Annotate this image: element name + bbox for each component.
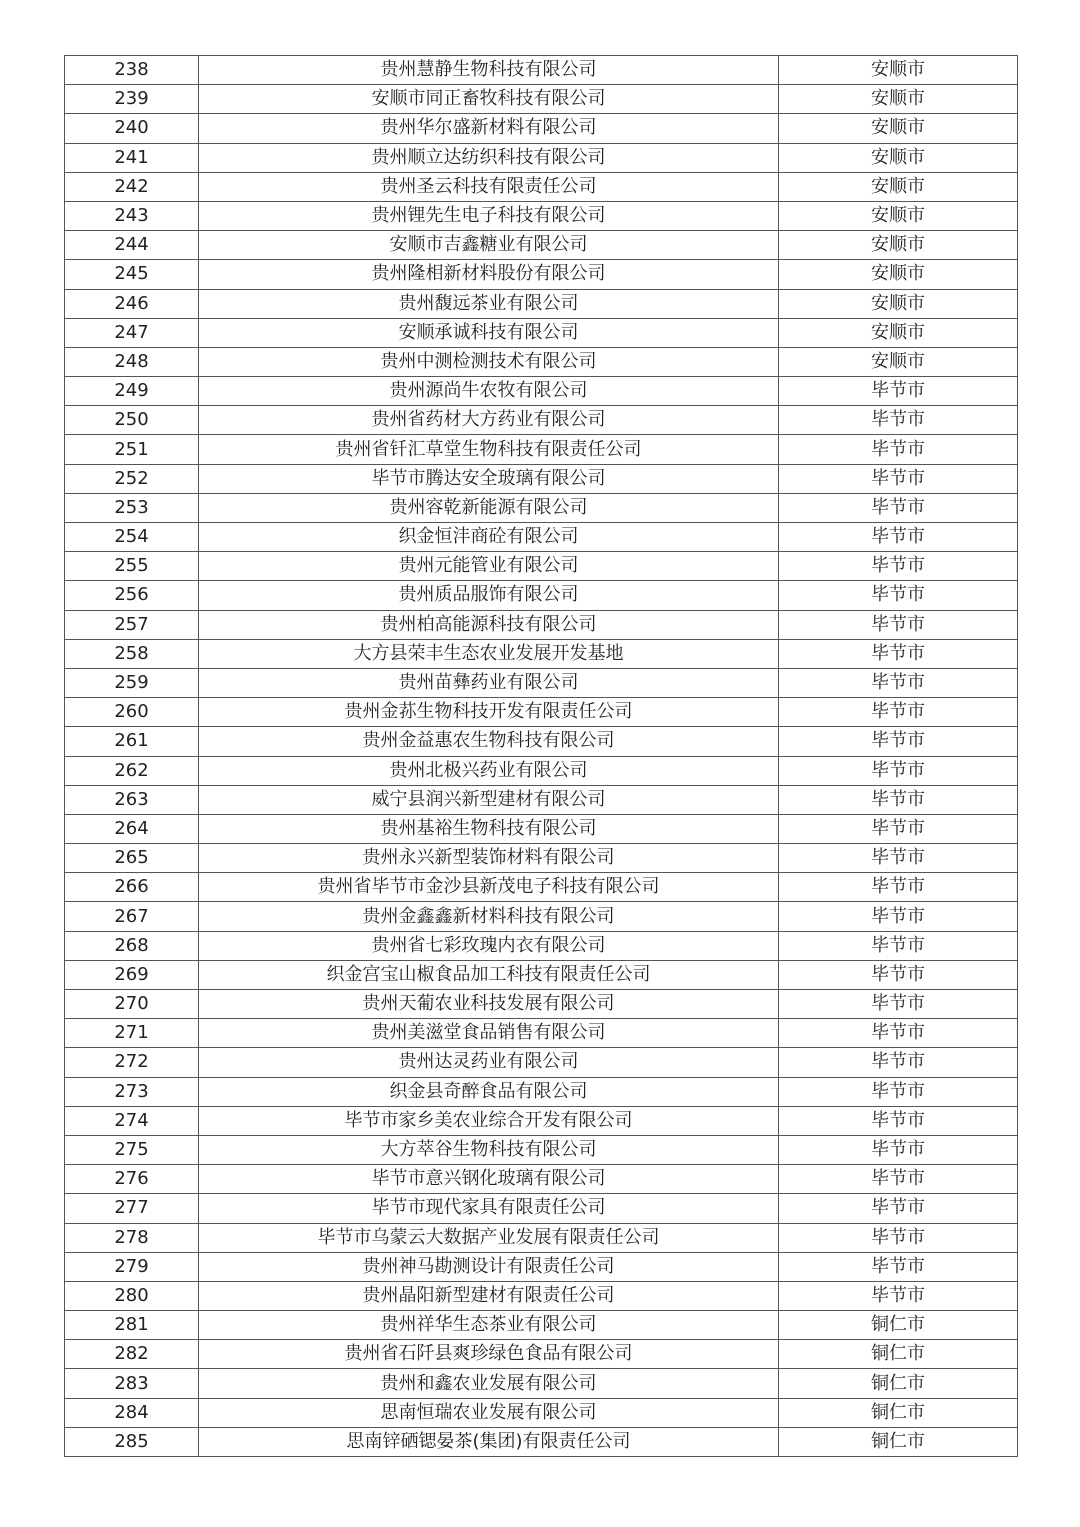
city-cell: 安顺市: [779, 143, 1018, 172]
company-name-cell: 贵州柏高能源科技有限公司: [199, 610, 779, 639]
city-cell: 毕节市: [779, 1106, 1018, 1135]
company-name-cell: 贵州锂先生电子科技有限公司: [199, 201, 779, 230]
city-cell: 毕节市: [779, 902, 1018, 931]
company-name-cell: 贵州质品服饰有限公司: [199, 581, 779, 610]
row-number-cell: 274: [65, 1106, 199, 1135]
company-name-cell: 贵州省毕节市金沙县新茂电子科技有限公司: [199, 873, 779, 902]
row-number-cell: 279: [65, 1252, 199, 1281]
company-name-cell: 贵州省钎汇草堂生物科技有限责任公司: [199, 435, 779, 464]
city-cell: 毕节市: [779, 639, 1018, 668]
row-number-cell: 248: [65, 347, 199, 376]
table-row: [65, 143, 1018, 172]
row-number-cell: 275: [65, 1135, 199, 1164]
row-number-cell: 283: [65, 1369, 199, 1398]
row-number-cell: 266: [65, 873, 199, 902]
city-cell: 毕节市: [779, 552, 1018, 581]
city-cell: 毕节市: [779, 814, 1018, 843]
table-row: [65, 347, 1018, 376]
row-number-cell: 273: [65, 1077, 199, 1106]
city-cell: 毕节市: [779, 581, 1018, 610]
city-cell: 毕节市: [779, 435, 1018, 464]
table-row: [65, 435, 1018, 464]
city-cell: 安顺市: [779, 85, 1018, 114]
table-row: [65, 1048, 1018, 1077]
row-number-cell: 238: [65, 56, 199, 85]
company-name-cell: 贵州慧静生物科技有限公司: [199, 56, 779, 85]
city-cell: 毕节市: [779, 1223, 1018, 1252]
city-cell: 毕节市: [779, 990, 1018, 1019]
table-row: [65, 172, 1018, 201]
city-cell: 毕节市: [779, 610, 1018, 639]
city-cell: 毕节市: [779, 406, 1018, 435]
company-name-cell: 贵州美滋堂食品销售有限公司: [199, 1019, 779, 1048]
city-cell: 毕节市: [779, 960, 1018, 989]
company-name-cell: 贵州隆相新材料股份有限公司: [199, 260, 779, 289]
row-number-cell: 257: [65, 610, 199, 639]
row-number-cell: 256: [65, 581, 199, 610]
company-name-cell: 贵州金益惠农生物科技有限公司: [199, 727, 779, 756]
city-cell: 毕节市: [779, 873, 1018, 902]
table-row: [65, 85, 1018, 114]
city-cell: 毕节市: [779, 1135, 1018, 1164]
table-row: [65, 902, 1018, 931]
row-number-cell: 263: [65, 785, 199, 814]
city-cell: 毕节市: [779, 377, 1018, 406]
row-number-cell: 269: [65, 960, 199, 989]
city-cell: 毕节市: [779, 727, 1018, 756]
city-cell: 毕节市: [779, 668, 1018, 697]
table-row: [65, 493, 1018, 522]
company-name-cell: 贵州源尚牛农牧有限公司: [199, 377, 779, 406]
table-row: [65, 201, 1018, 230]
row-number-cell: 254: [65, 523, 199, 552]
row-number-cell: 276: [65, 1165, 199, 1194]
city-cell: 铜仁市: [779, 1340, 1018, 1369]
row-number-cell: 271: [65, 1019, 199, 1048]
table-row: [65, 581, 1018, 610]
row-number-cell: 241: [65, 143, 199, 172]
city-cell: 安顺市: [779, 289, 1018, 318]
table-row: [65, 552, 1018, 581]
row-number-cell: 270: [65, 990, 199, 1019]
table-row: [65, 464, 1018, 493]
city-cell: 毕节市: [779, 931, 1018, 960]
row-number-cell: 258: [65, 639, 199, 668]
table-row: [65, 1135, 1018, 1164]
company-name-cell: 贵州省药材大方药业有限公司: [199, 406, 779, 435]
row-number-cell: 285: [65, 1427, 199, 1456]
company-name-cell: 贵州华尔盛新材料有限公司: [199, 114, 779, 143]
city-cell: 安顺市: [779, 201, 1018, 230]
city-cell: 毕节市: [779, 1281, 1018, 1310]
company-name-cell: 贵州顺立达纺织科技有限公司: [199, 143, 779, 172]
company-name-cell: 毕节市现代家具有限责任公司: [199, 1194, 779, 1223]
table-row: [65, 610, 1018, 639]
row-number-cell: 240: [65, 114, 199, 143]
row-number-cell: 255: [65, 552, 199, 581]
company-name-cell: 贵州和鑫农业发展有限公司: [199, 1369, 779, 1398]
company-name-cell: 毕节市乌蒙云大数据产业发展有限责任公司: [199, 1223, 779, 1252]
city-cell: 铜仁市: [779, 1369, 1018, 1398]
row-number-cell: 249: [65, 377, 199, 406]
row-number-cell: 277: [65, 1194, 199, 1223]
table-row: [65, 1398, 1018, 1427]
row-number-cell: 247: [65, 318, 199, 347]
city-cell: 毕节市: [779, 1252, 1018, 1281]
table-row: [65, 698, 1018, 727]
table-row: [65, 639, 1018, 668]
company-list-table: [64, 55, 1018, 1457]
table-row: [65, 814, 1018, 843]
company-name-cell: 贵州天葡农业科技发展有限公司: [199, 990, 779, 1019]
row-number-cell: 281: [65, 1311, 199, 1340]
row-number-cell: 260: [65, 698, 199, 727]
table-row: [65, 523, 1018, 552]
row-number-cell: 262: [65, 756, 199, 785]
company-name-cell: 贵州祥华生态茶业有限公司: [199, 1311, 779, 1340]
city-cell: 毕节市: [779, 756, 1018, 785]
table-row: [65, 260, 1018, 289]
city-cell: 安顺市: [779, 114, 1018, 143]
table-row: [65, 727, 1018, 756]
table-row: [65, 873, 1018, 902]
row-number-cell: 239: [65, 85, 199, 114]
city-cell: 毕节市: [779, 1194, 1018, 1223]
row-number-cell: 259: [65, 668, 199, 697]
company-name-cell: 安顺市吉鑫糖业有限公司: [199, 231, 779, 260]
company-name-cell: 毕节市腾达安全玻璃有限公司: [199, 464, 779, 493]
city-cell: 毕节市: [779, 523, 1018, 552]
table-row: [65, 844, 1018, 873]
city-cell: 安顺市: [779, 231, 1018, 260]
row-number-cell: 282: [65, 1340, 199, 1369]
company-name-cell: 贵州永兴新型装饰材料有限公司: [199, 844, 779, 873]
table-row: [65, 231, 1018, 260]
table-row: [65, 668, 1018, 697]
table-row: [65, 960, 1018, 989]
row-number-cell: 278: [65, 1223, 199, 1252]
city-cell: 毕节市: [779, 785, 1018, 814]
table-row: [65, 56, 1018, 85]
company-name-cell: 贵州晶阳新型建材有限责任公司: [199, 1281, 779, 1310]
table-row: [65, 1369, 1018, 1398]
table-row: [65, 1252, 1018, 1281]
city-cell: 安顺市: [779, 56, 1018, 85]
company-name-cell: 贵州神马勘测设计有限责任公司: [199, 1252, 779, 1281]
table-row: [65, 1427, 1018, 1456]
table-row: [65, 1311, 1018, 1340]
city-cell: 毕节市: [779, 698, 1018, 727]
company-name-cell: 织金县奇醉食品有限公司: [199, 1077, 779, 1106]
city-cell: 毕节市: [779, 1019, 1018, 1048]
table-row: [65, 289, 1018, 318]
city-cell: 毕节市: [779, 1077, 1018, 1106]
table-row: [65, 1019, 1018, 1048]
row-number-cell: 246: [65, 289, 199, 318]
company-name-cell: 贵州金鑫鑫新材料科技有限公司: [199, 902, 779, 931]
city-cell: 安顺市: [779, 172, 1018, 201]
company-name-cell: 贵州元能管业有限公司: [199, 552, 779, 581]
row-number-cell: 268: [65, 931, 199, 960]
table-row: [65, 1077, 1018, 1106]
row-number-cell: 242: [65, 172, 199, 201]
company-name-cell: 贵州北极兴药业有限公司: [199, 756, 779, 785]
row-number-cell: 245: [65, 260, 199, 289]
company-name-cell: 贵州圣云科技有限责任公司: [199, 172, 779, 201]
company-name-cell: 毕节市家乡美农业综合开发有限公司: [199, 1106, 779, 1135]
company-name-cell: 安顺市同正畜牧科技有限公司: [199, 85, 779, 114]
city-cell: 安顺市: [779, 318, 1018, 347]
table-row: [65, 377, 1018, 406]
company-name-cell: 大方县荣丰生态农业发展开发基地: [199, 639, 779, 668]
row-number-cell: 261: [65, 727, 199, 756]
table-body: [65, 56, 1018, 1457]
company-name-cell: 贵州中测检测技术有限公司: [199, 347, 779, 376]
city-cell: 毕节市: [779, 1048, 1018, 1077]
city-cell: 安顺市: [779, 260, 1018, 289]
table-row: [65, 406, 1018, 435]
company-name-cell: 织金宫宝山椒食品加工科技有限责任公司: [199, 960, 779, 989]
row-number-cell: 244: [65, 231, 199, 260]
company-name-cell: 贵州容乾新能源有限公司: [199, 493, 779, 522]
company-name-cell: 思南锌硒锶晏茶(集团)有限责任公司: [199, 1427, 779, 1456]
row-number-cell: 272: [65, 1048, 199, 1077]
table-row: [65, 1223, 1018, 1252]
city-cell: 铜仁市: [779, 1311, 1018, 1340]
company-name-cell: 贵州馥远茶业有限公司: [199, 289, 779, 318]
row-number-cell: 280: [65, 1281, 199, 1310]
company-name-cell: 大方萃谷生物科技有限公司: [199, 1135, 779, 1164]
city-cell: 毕节市: [779, 1165, 1018, 1194]
company-name-cell: 毕节市意兴钢化玻璃有限公司: [199, 1165, 779, 1194]
table-row: [65, 1106, 1018, 1135]
company-name-cell: 贵州金荪生物科技开发有限责任公司: [199, 698, 779, 727]
row-number-cell: 253: [65, 493, 199, 522]
city-cell: 铜仁市: [779, 1398, 1018, 1427]
city-cell: 毕节市: [779, 464, 1018, 493]
table-row: [65, 1340, 1018, 1369]
table-row: [65, 990, 1018, 1019]
table-row: [65, 1281, 1018, 1310]
city-cell: 毕节市: [779, 493, 1018, 522]
company-name-cell: 思南恒瑞农业发展有限公司: [199, 1398, 779, 1427]
row-number-cell: 267: [65, 902, 199, 931]
company-name-cell: 安顺承诚科技有限公司: [199, 318, 779, 347]
table-row: [65, 785, 1018, 814]
row-number-cell: 265: [65, 844, 199, 873]
city-cell: 铜仁市: [779, 1427, 1018, 1456]
row-number-cell: 252: [65, 464, 199, 493]
company-name-cell: 贵州省七彩玫瑰内衣有限公司: [199, 931, 779, 960]
table-row: [65, 1194, 1018, 1223]
table-row: [65, 318, 1018, 347]
row-number-cell: 284: [65, 1398, 199, 1427]
table-row: [65, 756, 1018, 785]
company-name-cell: 贵州达灵药业有限公司: [199, 1048, 779, 1077]
table-row: [65, 931, 1018, 960]
row-number-cell: 264: [65, 814, 199, 843]
table-row: [65, 114, 1018, 143]
company-name-cell: 贵州苗彝药业有限公司: [199, 668, 779, 697]
row-number-cell: 250: [65, 406, 199, 435]
table-row: [65, 1165, 1018, 1194]
city-cell: 毕节市: [779, 844, 1018, 873]
company-name-cell: 织金恒沣商砼有限公司: [199, 523, 779, 552]
company-name-cell: 贵州省石阡县爽珍绿色食品有限公司: [199, 1340, 779, 1369]
row-number-cell: 251: [65, 435, 199, 464]
row-number-cell: 243: [65, 201, 199, 230]
city-cell: 安顺市: [779, 347, 1018, 376]
company-name-cell: 贵州基裕生物科技有限公司: [199, 814, 779, 843]
company-name-cell: 威宁县润兴新型建材有限公司: [199, 785, 779, 814]
